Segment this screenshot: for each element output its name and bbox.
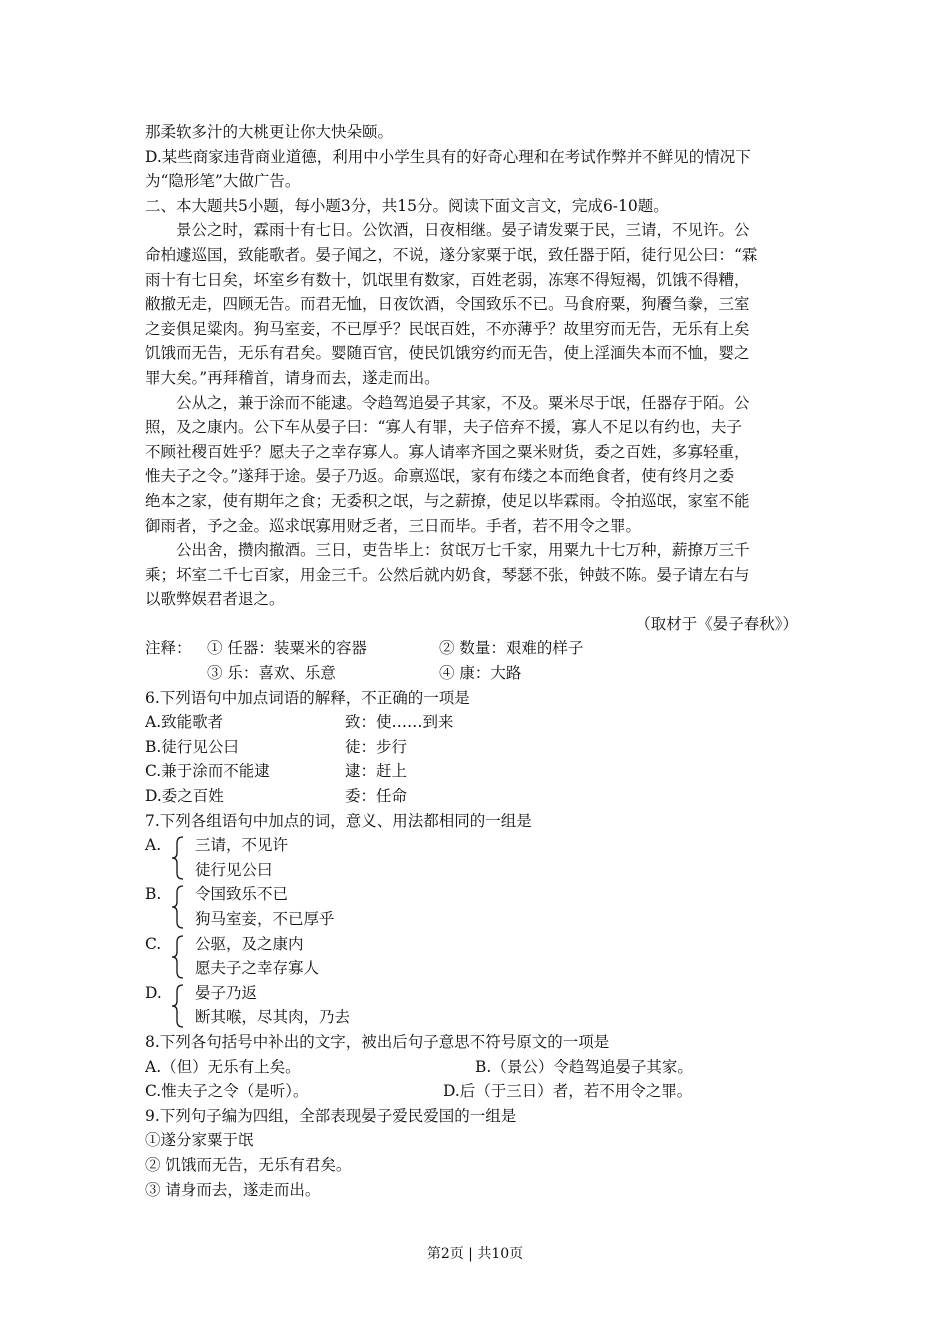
option-sentence: 断其喉，尽其肉，乃去: [195, 1008, 351, 1027]
option-label: B.: [145, 885, 162, 904]
option-sentence: 令国致乐不已: [195, 885, 289, 904]
question-8: [145, 1030, 810, 1104]
brace-icon: [171, 836, 185, 880]
page-footer: 第2页 | 共10页: [426, 1246, 524, 1262]
passage-line: 饥饿而无告，无乐有君矣。婴随百官，使民饥饿穷约而无告，使上淫湎失本而不恤，婴之: [145, 344, 750, 363]
option-c: C.惟夫子之令（是听）。: [145, 1082, 309, 1101]
option-group: [145, 981, 810, 1030]
option-label: C.: [145, 934, 162, 953]
question-stem: 6.下列语句中加点词语的解释，不正确的一项是: [145, 688, 470, 707]
option-sentence: 徒行见公曰: [195, 860, 273, 879]
option-d: D.后（于三日）者，若不用令之罪。: [443, 1082, 693, 1101]
passage-line: 之妾俱足粱肉。狗马室妾，不已厚乎？民氓百姓，不亦薄乎？故里穷而无告，无乐有上矣: [145, 319, 750, 338]
text-line: 为“隐形笔”大做广告。: [145, 172, 301, 191]
passage-line: 景公之时，霖雨十有七日。公饮酒，日夜相继。晏子请发粟于民，三请，不见许。公: [176, 221, 750, 240]
question-6: [145, 686, 810, 809]
option-row: [145, 759, 810, 784]
passage-line: 公从之，兼于涂而不能逮。令趋驾追晏子其家，不及。粟米尽于氓，任器存于陌。公: [176, 393, 750, 412]
note-item: ④ 康：大路: [439, 664, 522, 683]
option-gloss: 徒：步行: [345, 737, 408, 756]
note-item: ③ 乐：喜欢、乐意: [207, 664, 336, 683]
option-row: [145, 735, 810, 760]
notes-label: 注释：: [145, 639, 192, 658]
option-b: B.（景公）令趋驾追晏子其家。: [475, 1057, 693, 1076]
option-row: [145, 1079, 810, 1104]
brace-icon: [171, 935, 185, 979]
option-sentence: A.致能歌者: [145, 713, 224, 732]
option-sentence: 愿夫子之幸存寡人: [195, 959, 320, 978]
list-item: ② 饥饿而无告，无乐有君矣。: [145, 1155, 352, 1174]
brace-icon: [171, 885, 185, 929]
option-label: D.: [145, 983, 162, 1002]
passage-line: 以歌弊娱君者退之。: [145, 590, 285, 609]
option-sentence: C.兼于涂而不能逮: [145, 762, 270, 781]
passage-line: 御雨者，予之金。巡求氓寡用财乏者，三日而毕。手者，若不用令之罪。: [145, 516, 642, 535]
option-d-line: D.某些商家违背商业道德，利用中小学生具有的好奇心理和在考试作弊并不鲜见的情况下: [145, 147, 751, 166]
question-stem: 7.下列各组语句中加点的词，意义、用法都相同的一组是: [145, 811, 532, 830]
annotations: [145, 636, 810, 685]
passage-line: 照，及之康内。公下车从晏子曰：“寡人有罪，夫子倍弃不援，寡人不足以有约也，夫子: [145, 418, 742, 437]
question-9: [145, 1104, 810, 1202]
classical-passage: [145, 218, 810, 612]
option-sentence: 狗马室妾，不已厚乎: [195, 910, 335, 928]
option-sentence: 三请，不见许: [195, 836, 289, 855]
option-label: A.: [145, 836, 162, 855]
passage-line: 惟夫子之令。”遂拜于途。晏子乃返。命禀巡氓，家有布缕之本而绝食者，使有终月之委: [145, 467, 735, 486]
brace-icon: [171, 984, 185, 1028]
note-item: ② 数量：艰难的样子: [439, 639, 584, 658]
question-stem: 9.下列句子编为四组，全部表现晏子爱民爱国的一组是: [145, 1106, 517, 1125]
text-line: 那柔软多汁的大桃更让你大快朵颐。: [145, 123, 394, 141]
list-item: ③ 请身而去，遂走而出。: [145, 1180, 321, 1199]
option-gloss: 致：使……到来: [345, 713, 454, 732]
option-sentence: D.委之百姓: [145, 787, 224, 806]
passage-line: 公出舍，攒肉撤酒。三日，吏告毕上：贫氓万七千家，用粟九十七万种，薪撩万三千: [176, 541, 750, 560]
passage-line: 雨十有七日矣，坏室乡有数十，饥氓里有数家，百姓老弱，冻寒不得短褐，饥饿不得糟，: [145, 270, 750, 289]
page-content: [145, 120, 810, 1202]
option-gloss: 逮：赶上: [345, 762, 408, 781]
option-row: [145, 710, 810, 735]
option-row: [145, 784, 810, 809]
option-group: [145, 833, 810, 882]
option-gloss: 委：任命: [345, 787, 408, 806]
question-stem: 8.下列各句括号中补出的文字，被出后句子意思不符号原文的一项是: [145, 1032, 610, 1051]
list-item: ①遂分家粟于氓: [145, 1131, 254, 1150]
section-heading: 二、本大题共5小题，每小题3分，共15分。阅读下面文言文，完成6-10题。: [145, 196, 669, 215]
passage-line: 命柏遽巡国，致能歌者。晏子闻之，不说，遂分家粟于氓，致任器于陌，徒行见公曰：“霖: [145, 245, 758, 264]
passage-line: 敝撤无走，四顾无告。而君无恤，日夜饮酒，令国致乐不已。马食府粟，狗餍刍豢，三室: [145, 295, 750, 314]
option-group: [145, 882, 810, 931]
passage-line: 不顾社稷百姓乎？愿夫子之幸存寡人。寡人请率齐国之粟米财货，委之百姓，多寡轻重，: [145, 442, 750, 461]
option-sentence: 公驱，及之康内: [195, 934, 304, 953]
option-a: A.（但）无乐有上矣。: [145, 1057, 301, 1076]
passage-line: 乘；坏室二千七百家，用金三千。公然后就内奶食，琴瑟不张，钟鼓不陈。晏子请左右与: [145, 565, 750, 584]
option-sentence: 晏子乃返: [195, 983, 258, 1002]
source-citation: （取材于《晏子春秋》）: [635, 614, 798, 633]
passage-line: 绝本之家，使有期年之食；无委积之氓，与之薪撩，使足以毕霖雨。令拍巡氓，家室不能: [145, 491, 750, 510]
note-item: ① 任器：装粟米的容器: [207, 639, 367, 658]
question-7: [145, 809, 810, 1030]
option-group: [145, 932, 810, 981]
passage-line: 罪大矣。”再拜稽首，请身而去，遂走而出。: [145, 368, 440, 387]
option-sentence: B.徒行见公曰: [145, 737, 239, 756]
option-row: [145, 1055, 810, 1080]
